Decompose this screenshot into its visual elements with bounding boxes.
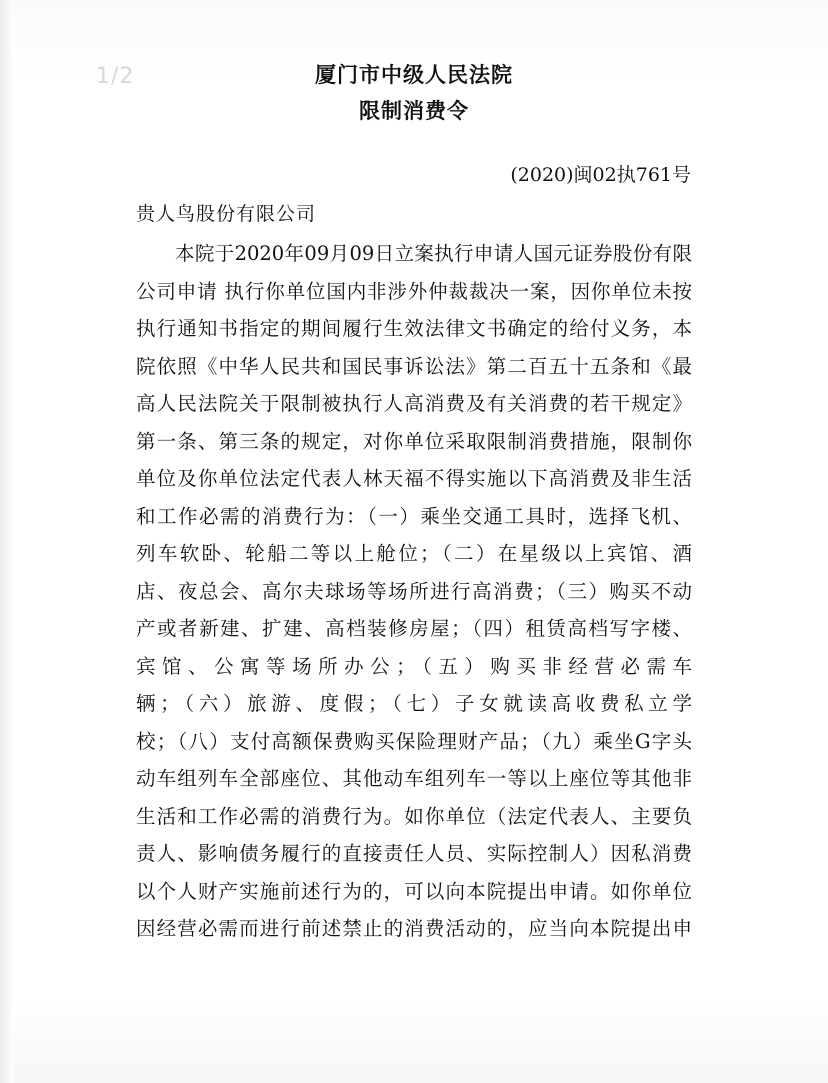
body-line: 单位及你单位法定代表人林天福不得实施以下高消费及非生活 [136,467,692,490]
court-name: 厦门市中级人民法院 [315,63,513,87]
page-edge [0,0,14,1083]
body-text [136,235,692,948]
body-line: 因经营必需而进行前述禁止的消费活动的，应当向本院提出申 [136,917,692,940]
body-line: 宾馆、公寓等场所办公；（五）购买非经营必需车 [136,654,692,678]
body-line: 高人民法院关于限制被执行人高消费及有关消费的若干规定》 [136,392,692,415]
body-line: 执行通知书指定的期间履行生效法律文书确定的给付义务，本 [136,317,692,340]
body-line: 店、夜总会、高尔夫球场等场所进行高消费；（三）购买不动 [136,579,692,603]
body-line: 责人、影响债务履行的直接责任人员、实际控制人）因私消费 [136,842,692,865]
body-line: 生活和工作必需的消费行为。如你单位（法定代表人、主要负 [136,804,692,828]
body-line: 公司申请 执行你单位国内非涉外仲裁裁决一案，因你单位未按 [136,279,692,303]
document-title: 限制消费令 [359,99,469,123]
body-line: 第一条、第三条的规定，对你单位采取限制消费措施，限制你 [136,429,692,453]
case-number: (2020)闽02执761号 [510,164,691,186]
body-line: 产或者新建、扩建、高档装修房屋；（四）租赁高档写字楼、 [136,617,692,640]
body-line: 本院于2020年09月09日立案执行申请人国元证券股份有限 [175,242,692,265]
body-line: 院依照《中华人民共和国民事诉讼法》第二百五十五条和《最 [136,354,692,378]
recipient: 贵人鸟股份有限公司 [136,203,317,225]
body-line: 以个人财产实施前述行为的，可以向本院提出申请。如你单位 [136,879,692,903]
body-line: 动车组列车全部座位、其他动车组列车一等以上座位等其他非 [136,767,692,790]
body-line: 和工作必需的消费行为：（一）乘坐交通工具时，选择飞机、 [136,504,692,528]
body-line: 辆；（六）旅游、度假；（七）子女就读高收费私立学 [136,692,692,715]
page-indicator: 1/2 [96,64,135,89]
body-line: 列车软卧、轮船二等以上舱位；（二）在星级以上宾馆、酒 [136,542,692,565]
body-line: 校；（八）支付高额保费购买保险理财产品；（九）乘坐G字头 [136,729,692,753]
